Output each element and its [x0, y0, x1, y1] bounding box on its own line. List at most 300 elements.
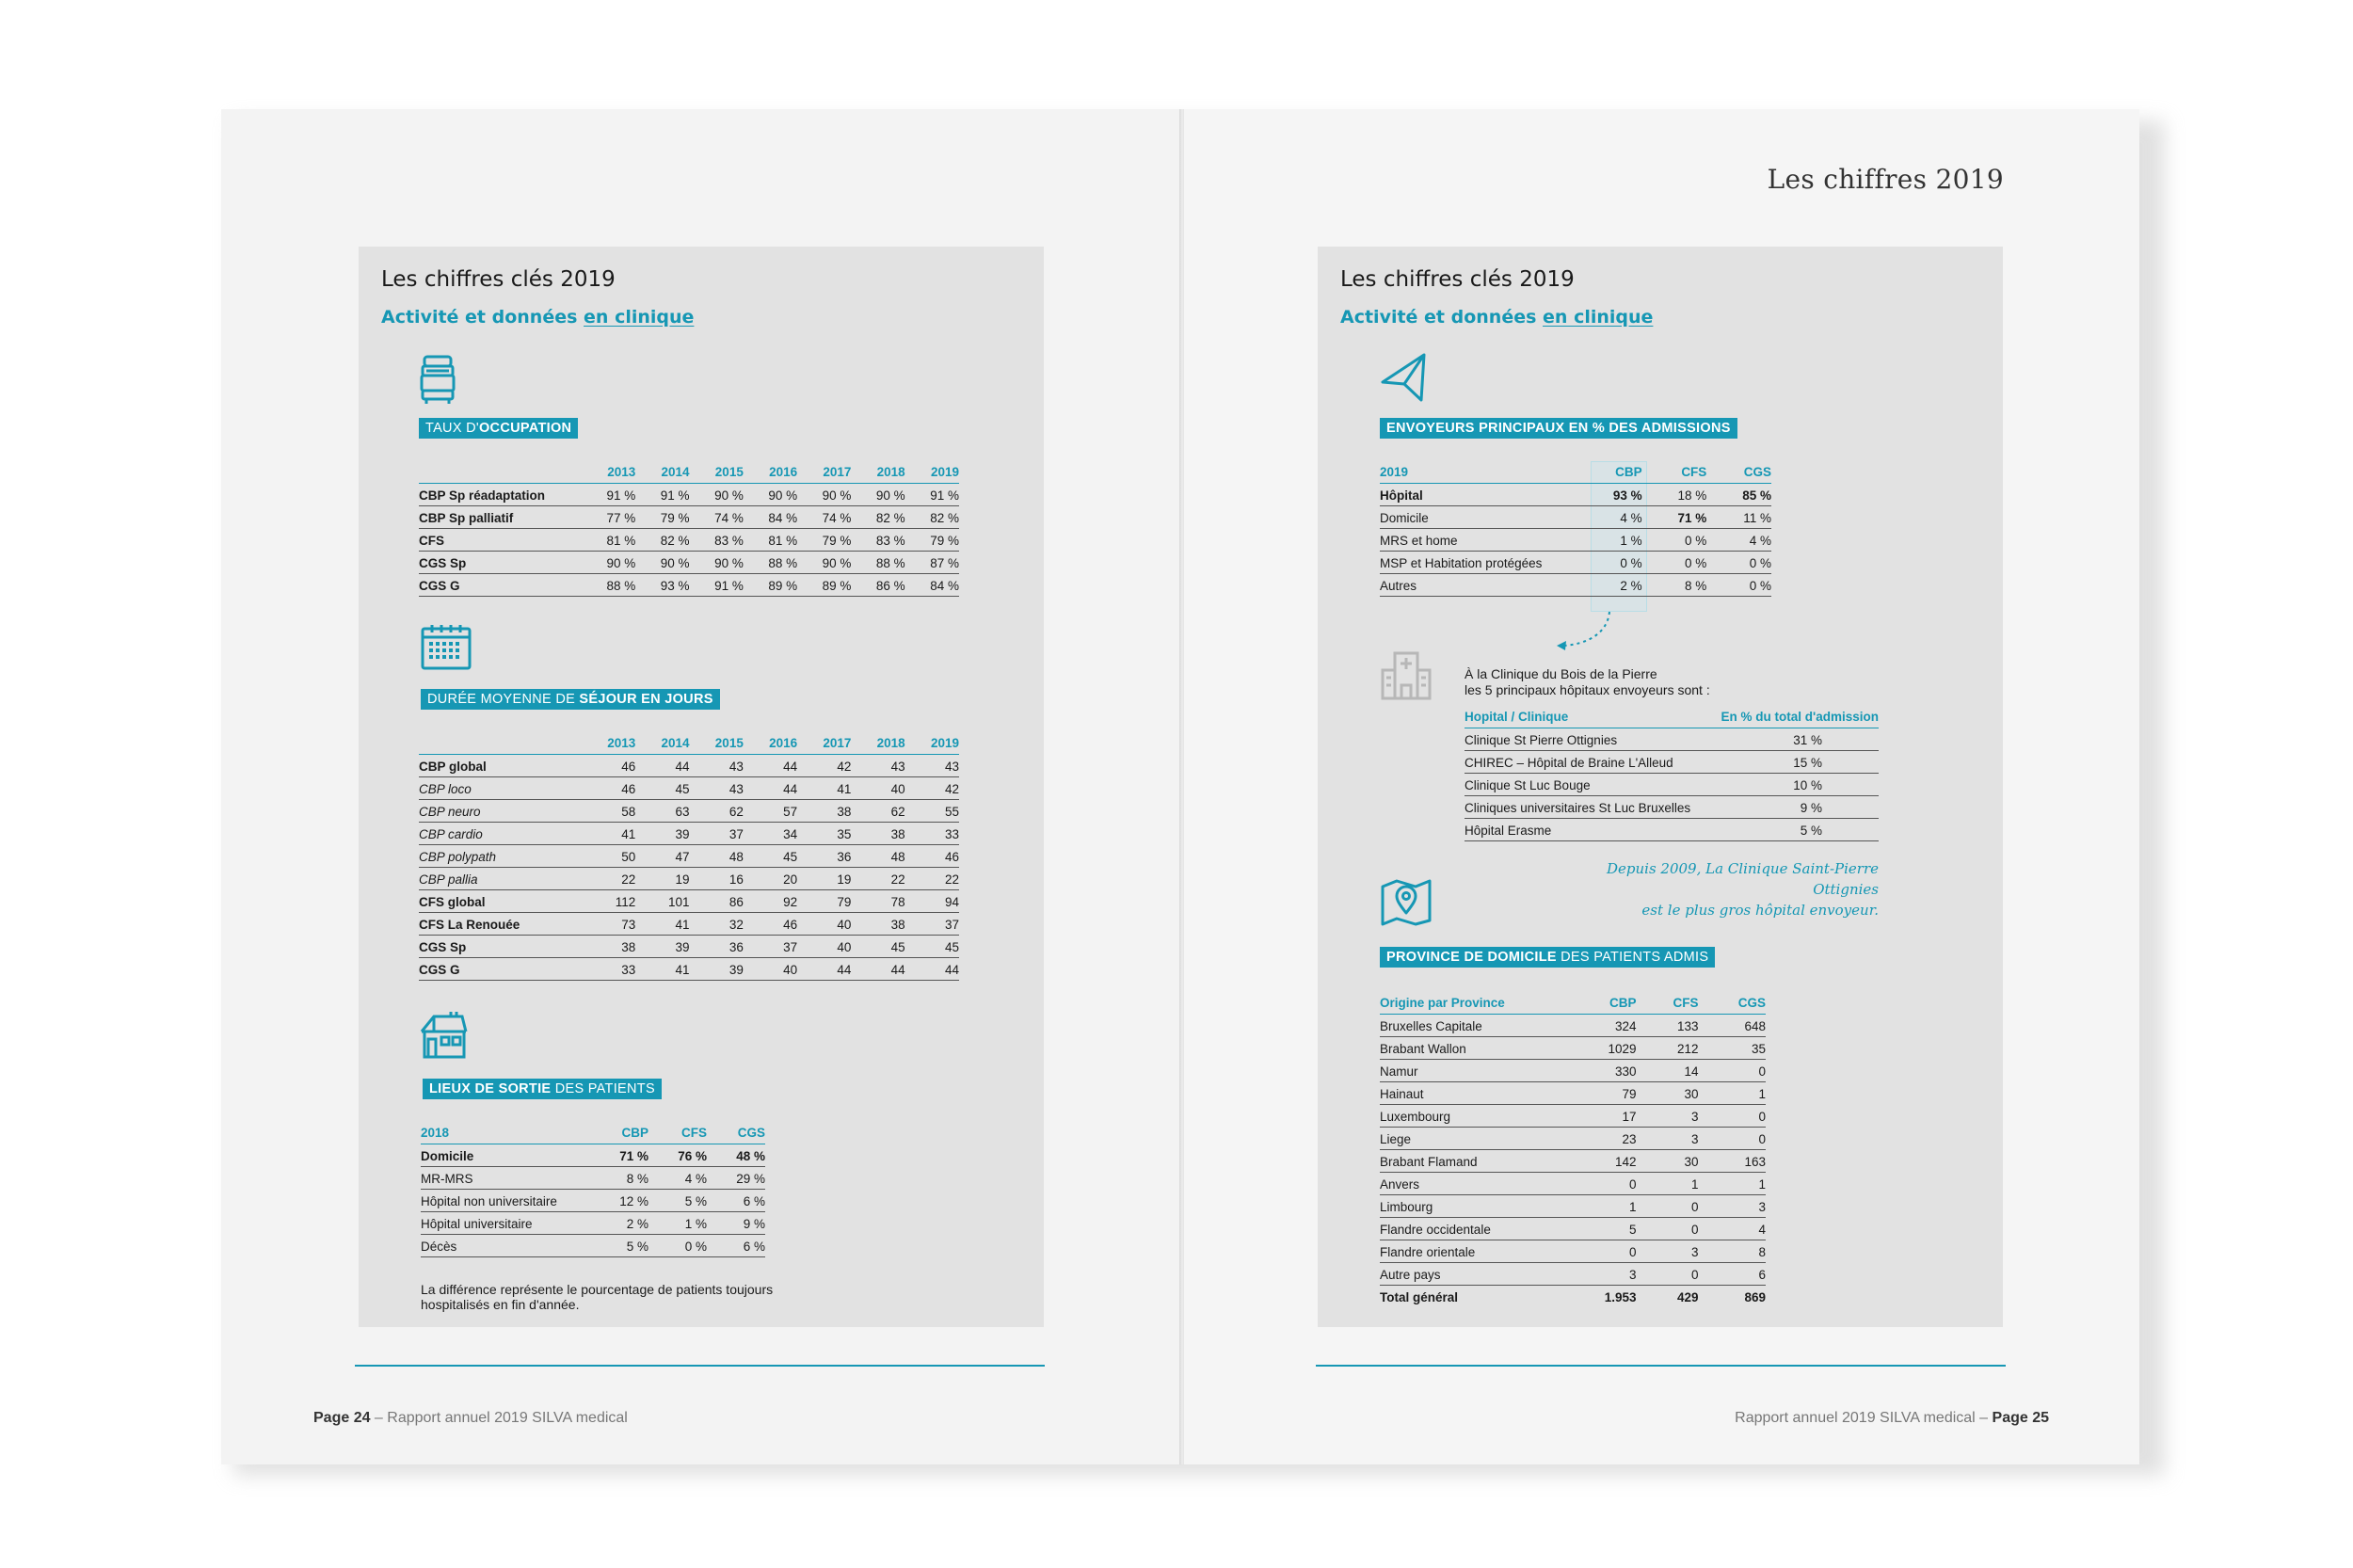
cell-value: 163: [1699, 1150, 1767, 1173]
cell-value: 429: [1676, 1289, 1699, 1304]
cell-value: 18 %: [1642, 484, 1707, 506]
row-label: Anvers: [1380, 1173, 1559, 1195]
cell-value: 71 %: [590, 1144, 648, 1167]
row-label: CFS: [419, 529, 582, 552]
table-row: [419, 958, 959, 981]
cell-value: 10 %: [1709, 774, 1879, 796]
table-row: [419, 800, 959, 823]
cell-value: 38: [582, 936, 635, 958]
row-label: Domicile: [421, 1144, 590, 1167]
cell-value: 90 %: [797, 552, 851, 574]
cell-value: 82 %: [905, 506, 959, 529]
cell-value: 30: [1637, 1082, 1699, 1105]
cell-value: 90 %: [690, 552, 744, 574]
cell-value: 37: [744, 936, 797, 958]
cell-value: 86: [690, 890, 744, 913]
cell-value: 22: [851, 868, 904, 890]
cell-value: 83 %: [690, 529, 744, 552]
cell-value: 41: [797, 777, 851, 800]
cell-value: 0 %: [1642, 552, 1707, 574]
cell-value: 45: [744, 845, 797, 868]
table-row: [1380, 1128, 1766, 1150]
table-row: [1380, 1218, 1766, 1240]
cell-value: 73: [582, 913, 635, 936]
cell-value: 81 %: [744, 529, 797, 552]
calendar-icon: [421, 623, 472, 670]
cell-value: 82 %: [851, 506, 904, 529]
cell-value: 8 %: [590, 1167, 648, 1190]
cell-value: 0 %: [1706, 574, 1771, 597]
cell-value: 91 %: [635, 484, 689, 506]
cell-value: 4: [1699, 1218, 1767, 1240]
cell-value: 47: [635, 845, 689, 868]
row-label: CBP Sp réadaptation: [419, 484, 582, 506]
province-table: [1380, 994, 1766, 1308]
cell-value: 5 %: [590, 1235, 648, 1257]
cell-value: 0: [1559, 1173, 1637, 1195]
table-header: 2013 2014 2015 2016 2017 2018 2019: [419, 463, 959, 484]
table-row: [1380, 484, 1771, 506]
cell-value: 79 %: [797, 529, 851, 552]
cell-value: 74 %: [690, 506, 744, 529]
row-label: CBP cardio: [419, 823, 582, 845]
cell-value: 88 %: [851, 552, 904, 574]
cell-value: 6 %: [707, 1190, 765, 1212]
table-header: 2018 CBP CFS CGS: [421, 1124, 765, 1144]
cell-value: 0: [1699, 1128, 1767, 1150]
cell-value: 44: [744, 777, 797, 800]
cell-value: 30: [1637, 1150, 1699, 1173]
table-row: [1380, 552, 1771, 574]
hospital-building-icon: [1380, 649, 1433, 702]
table-row: [1380, 1015, 1766, 1037]
envoyeurs-table: [1380, 463, 1771, 597]
cell-value: 9 %: [1709, 796, 1879, 819]
cell-value: 2 %: [590, 1212, 648, 1235]
table-row: [1380, 1263, 1766, 1286]
table-row: [1380, 1240, 1766, 1263]
table-row: [419, 868, 959, 890]
cell-value: 324: [1559, 1015, 1637, 1037]
cell-value: 3: [1637, 1105, 1699, 1128]
row-label: Liege: [1380, 1128, 1559, 1150]
table-row: [421, 1190, 765, 1212]
row-label: Hôpital non universitaire: [421, 1190, 590, 1212]
cell-value: 44: [744, 755, 797, 777]
cell-value: 50: [582, 845, 635, 868]
hospital-bed-icon: [419, 354, 456, 405]
table-header: Origine par Province CBP CFS CGS: [1380, 994, 1766, 1015]
table-row: [1380, 1060, 1766, 1082]
table-row: [419, 529, 959, 552]
duree-badge: DURÉE MOYENNE DE SÉJOUR EN JOURS: [421, 689, 720, 710]
house-icon: [419, 1011, 468, 1060]
table-row: [1380, 1173, 1766, 1195]
cell-value: 5 %: [1709, 819, 1879, 841]
panel-subtitle: Activité et données en clinique: [1340, 307, 1654, 328]
table-row: [1380, 1082, 1766, 1105]
table-row: [419, 574, 959, 597]
row-label: Cliniques universitaires St Luc Bruxelles: [1465, 796, 1709, 819]
cell-value: 45: [851, 936, 904, 958]
cell-value: 19: [635, 868, 689, 890]
cell-value: 20: [744, 868, 797, 890]
cell-value: 142: [1559, 1150, 1637, 1173]
cell-value: 4 %: [1577, 506, 1642, 529]
table-row: [1380, 1150, 1766, 1173]
cell-value: 79: [1559, 1082, 1637, 1105]
cell-value: 83 %: [851, 529, 904, 552]
cell-value: 40: [797, 936, 851, 958]
cell-value: 4 %: [648, 1167, 707, 1190]
cell-value: 4 %: [1706, 529, 1771, 552]
cell-value: 46: [744, 913, 797, 936]
cell-value: 36: [797, 845, 851, 868]
table-row: [1380, 1105, 1766, 1128]
cell-value: 0 %: [1706, 552, 1771, 574]
table-row: [1465, 819, 1879, 841]
row-label: Hôpital universitaire: [421, 1212, 590, 1235]
table-row: [419, 890, 959, 913]
cell-value: 869: [1744, 1289, 1766, 1304]
cell-value: 76 %: [648, 1144, 707, 1167]
row-label: Flandre occidentale: [1380, 1218, 1559, 1240]
cell-value: 57: [744, 800, 797, 823]
cell-value: 112: [582, 890, 635, 913]
table-row: [421, 1212, 765, 1235]
cell-value: 89 %: [797, 574, 851, 597]
cell-value: 19: [797, 868, 851, 890]
cell-value: 0: [1559, 1240, 1637, 1263]
cell-value: 17: [1559, 1105, 1637, 1128]
table-row: [1465, 751, 1879, 774]
cell-value: 330: [1559, 1060, 1637, 1082]
table-row: [1465, 796, 1879, 819]
row-label: Bruxelles Capitale: [1380, 1015, 1559, 1037]
cell-value: 1 %: [648, 1212, 707, 1235]
row-label: MR-MRS: [421, 1167, 590, 1190]
row-label: CHIREC – Hôpital de Braine L'Alleud: [1465, 751, 1709, 774]
cell-value: 0: [1699, 1060, 1767, 1082]
row-label: Namur: [1380, 1060, 1559, 1082]
cell-value: 93 %: [1577, 484, 1642, 506]
cell-value: 35: [797, 823, 851, 845]
cell-value: 81 %: [582, 529, 635, 552]
cell-value: 42: [797, 755, 851, 777]
page-folio: Rapport annuel 2019 SILVA medical – Page 25: [1735, 1410, 2049, 1426]
row-label: CBP polypath: [419, 845, 582, 868]
cell-value: 11 %: [1706, 506, 1771, 529]
running-head: Les chiffres 2019: [1767, 164, 2004, 195]
cell-value: 79 %: [905, 529, 959, 552]
cell-value: 1029: [1559, 1037, 1637, 1060]
cell-value: 55: [905, 800, 959, 823]
cell-value: 84 %: [744, 506, 797, 529]
cell-value: 42: [905, 777, 959, 800]
cell-value: 212: [1637, 1037, 1699, 1060]
cell-value: 87 %: [905, 552, 959, 574]
cell-value: 90 %: [690, 484, 744, 506]
cell-value: 1.953: [1604, 1289, 1637, 1304]
table-row: [419, 484, 959, 506]
cell-value: 91 %: [582, 484, 635, 506]
left-panel: [359, 247, 1044, 1327]
occupation-badge: TAUX D'OCCUPATION: [419, 418, 578, 439]
cell-value: 62: [851, 800, 904, 823]
cell-value: 90 %: [582, 552, 635, 574]
cell-value: 133: [1637, 1015, 1699, 1037]
table-row: [1465, 728, 1879, 751]
cell-value: 45: [635, 777, 689, 800]
cell-value: 46: [582, 777, 635, 800]
cell-value: 43: [690, 777, 744, 800]
row-label: Hôpital Erasme: [1465, 819, 1709, 841]
table-row: [421, 1144, 765, 1167]
table-row: [1380, 506, 1771, 529]
row-label: Hôpital: [1380, 484, 1577, 506]
cell-value: 40: [797, 913, 851, 936]
cell-value: 1: [1699, 1082, 1767, 1105]
table-row: [419, 552, 959, 574]
table-row: [1380, 1195, 1766, 1218]
cell-value: 22: [582, 868, 635, 890]
cell-value: 0 %: [1642, 529, 1707, 552]
table-header: 2013 2014 2015 2016 2017 2018 2019: [419, 734, 959, 755]
row-label: Brabant Flamand: [1380, 1150, 1559, 1173]
cell-value: 37: [690, 823, 744, 845]
cell-value: 3: [1699, 1195, 1767, 1218]
cell-value: 90 %: [635, 552, 689, 574]
cell-value: 5: [1559, 1218, 1637, 1240]
cell-value: 1: [1637, 1173, 1699, 1195]
table-row: [419, 936, 959, 958]
table-row: [419, 777, 959, 800]
row-label: MRS et home: [1380, 529, 1577, 552]
cell-value: 58: [582, 800, 635, 823]
row-label: Clinique St Luc Bouge: [1465, 774, 1709, 796]
cell-value: 0 %: [1577, 552, 1642, 574]
cell-value: 89 %: [744, 574, 797, 597]
table-row: [419, 823, 959, 845]
occupation-table: [419, 463, 959, 597]
row-label: CGS G: [419, 958, 582, 981]
sortie-table: [421, 1124, 765, 1257]
cell-value: 38: [851, 823, 904, 845]
cell-value: 88 %: [744, 552, 797, 574]
cell-value: 33: [905, 823, 959, 845]
cell-value: 79 %: [635, 506, 689, 529]
cell-value: 84 %: [905, 574, 959, 597]
cell-value: 1: [1699, 1173, 1767, 1195]
row-label: CBP global: [419, 755, 582, 777]
cell-value: 79: [797, 890, 851, 913]
cell-value: 8: [1699, 1240, 1767, 1263]
table-row: [419, 755, 959, 777]
cell-value: 41: [582, 823, 635, 845]
cell-value: 0: [1637, 1263, 1699, 1286]
cell-value: 39: [635, 936, 689, 958]
cell-value: 48 %: [707, 1144, 765, 1167]
cell-value: 0: [1699, 1105, 1767, 1128]
row-label: CGS Sp: [419, 552, 582, 574]
cell-value: 40: [744, 958, 797, 981]
row-label: Limbourg: [1380, 1195, 1559, 1218]
cell-value: 22: [905, 868, 959, 890]
hopitaux-table: [1465, 708, 1879, 841]
row-label: Total général: [1380, 1289, 1459, 1304]
cell-value: 94: [905, 890, 959, 913]
cell-value: 16: [690, 868, 744, 890]
table-row: [421, 1235, 765, 1257]
cell-value: 48: [690, 845, 744, 868]
cell-value: 85 %: [1706, 484, 1771, 506]
row-label: CBP loco: [419, 777, 582, 800]
cell-value: 43: [851, 755, 904, 777]
cell-value: 44: [635, 755, 689, 777]
paper-plane-icon: [1380, 352, 1427, 403]
cell-value: 6: [1699, 1263, 1767, 1286]
cell-value: 33: [582, 958, 635, 981]
cell-value: 74 %: [797, 506, 851, 529]
cell-value: 3: [1559, 1263, 1637, 1286]
right-panel: [1318, 247, 2003, 1327]
table-header: 2019 CBP CFS CGS: [1380, 463, 1771, 484]
cell-value: 31 %: [1709, 728, 1879, 751]
hopitaux-quote: Depuis 2009, La Clinique Saint-Pierre Ottignies est le plus gros hôpital envoyeur.: [1606, 860, 1879, 919]
cell-value: 71 %: [1642, 506, 1707, 529]
row-label: MSP et Habitation protégées: [1380, 552, 1577, 574]
dotted-arrow-icon: [1551, 608, 1617, 655]
cell-value: 3: [1637, 1128, 1699, 1150]
right-page: [1184, 109, 2139, 1464]
cell-value: 3: [1637, 1240, 1699, 1263]
cell-value: 0: [1637, 1195, 1699, 1218]
table-row: [419, 913, 959, 936]
row-label: CBP pallia: [419, 868, 582, 890]
cell-value: 48: [851, 845, 904, 868]
row-label: Décès: [421, 1235, 590, 1257]
page-folio: Page 24 – Rapport annuel 2019 SILVA medical: [313, 1410, 628, 1426]
sortie-note: La différence représente le pourcentage de patients toujours hospitalisés en fin d'année.: [421, 1282, 774, 1312]
cell-value: 38: [851, 913, 904, 936]
table-row: [1465, 774, 1879, 796]
cell-value: 91 %: [690, 574, 744, 597]
cell-value: 93 %: [635, 574, 689, 597]
row-label: CFS global: [419, 890, 582, 913]
cell-value: 38: [797, 800, 851, 823]
table-row: [1380, 574, 1771, 597]
province-badge: PROVINCE DE DOMICILE DES PATIENTS ADMIS: [1380, 947, 1715, 968]
cell-value: 41: [635, 958, 689, 981]
cell-value: 62: [690, 800, 744, 823]
table-row: [419, 506, 959, 529]
cell-value: 9 %: [707, 1212, 765, 1235]
panel-subtitle: Activité et données en clinique: [381, 307, 695, 328]
cell-value: 23: [1559, 1128, 1637, 1150]
row-label: CGS Sp: [419, 936, 582, 958]
cell-value: 90 %: [744, 484, 797, 506]
sortie-badge: LIEUX DE SORTIE DES PATIENTS: [423, 1079, 662, 1099]
cell-value: 43: [905, 755, 959, 777]
duree-table: [419, 734, 959, 981]
cell-value: 90 %: [851, 484, 904, 506]
cell-value: 90 %: [797, 484, 851, 506]
panel-title: Les chiffres clés 2019: [381, 267, 616, 292]
cell-value: 6 %: [707, 1235, 765, 1257]
row-label: Brabant Wallon: [1380, 1037, 1559, 1060]
cell-value: 39: [635, 823, 689, 845]
cell-value: 14: [1637, 1060, 1699, 1082]
row-label: CBP Sp palliatif: [419, 506, 582, 529]
table-header: Hopital / Clinique En % du total d'admission: [1465, 708, 1879, 728]
cell-value: 44: [905, 958, 959, 981]
row-label: Flandre orientale: [1380, 1240, 1559, 1263]
left-page: [221, 109, 1181, 1464]
cell-value: 40: [851, 777, 904, 800]
row-label: Luxembourg: [1380, 1105, 1559, 1128]
cell-value: 0 %: [648, 1235, 707, 1257]
cell-value: 2 %: [1577, 574, 1642, 597]
cell-value: 0: [1637, 1218, 1699, 1240]
cell-value: 77 %: [582, 506, 635, 529]
cell-value: 41: [635, 913, 689, 936]
row-label: Autres: [1380, 574, 1577, 597]
cell-value: 1: [1559, 1195, 1637, 1218]
table-row: [419, 845, 959, 868]
hopitaux-intro: À la Clinique du Bois de la Pierre les 5 principaux hôpitaux envoyeurs sont :: [1465, 666, 1710, 697]
cell-value: 63: [635, 800, 689, 823]
row-label: Clinique St Pierre Ottignies: [1465, 728, 1709, 751]
cell-value: 101: [635, 890, 689, 913]
map-pin-icon: [1380, 877, 1433, 926]
row-label: Domicile: [1380, 506, 1577, 529]
cell-value: 36: [690, 936, 744, 958]
cell-value: 91 %: [905, 484, 959, 506]
cell-value: 92: [744, 890, 797, 913]
cell-value: 29 %: [707, 1167, 765, 1190]
cell-value: 88 %: [582, 574, 635, 597]
cell-value: 35: [1699, 1037, 1767, 1060]
footer-rule: [355, 1365, 1045, 1367]
cell-value: 46: [582, 755, 635, 777]
total-row: [1380, 1286, 1766, 1308]
cell-value: 82 %: [635, 529, 689, 552]
cell-value: 32: [690, 913, 744, 936]
table-row: [421, 1167, 765, 1190]
cell-value: 44: [851, 958, 904, 981]
row-label: CGS G: [419, 574, 582, 597]
cell-value: 5 %: [648, 1190, 707, 1212]
cell-value: 1 %: [1577, 529, 1642, 552]
row-label: CBP neuro: [419, 800, 582, 823]
cell-value: 45: [905, 936, 959, 958]
cell-value: 86 %: [851, 574, 904, 597]
panel-title: Les chiffres clés 2019: [1340, 267, 1575, 292]
cell-value: 39: [690, 958, 744, 981]
row-label: CFS La Renouée: [419, 913, 582, 936]
cell-value: 43: [690, 755, 744, 777]
table-row: [1380, 1037, 1766, 1060]
cell-value: 46: [905, 845, 959, 868]
cell-value: 15 %: [1709, 751, 1879, 774]
cell-value: 34: [744, 823, 797, 845]
row-label: Autre pays: [1380, 1263, 1559, 1286]
envoyeurs-badge: ENVOYEURS PRINCIPAUX EN % DES ADMISSIONS: [1380, 418, 1737, 439]
cell-value: 12 %: [590, 1190, 648, 1212]
cell-value: 44: [797, 958, 851, 981]
cell-value: 37: [905, 913, 959, 936]
table-row: [1380, 529, 1771, 552]
